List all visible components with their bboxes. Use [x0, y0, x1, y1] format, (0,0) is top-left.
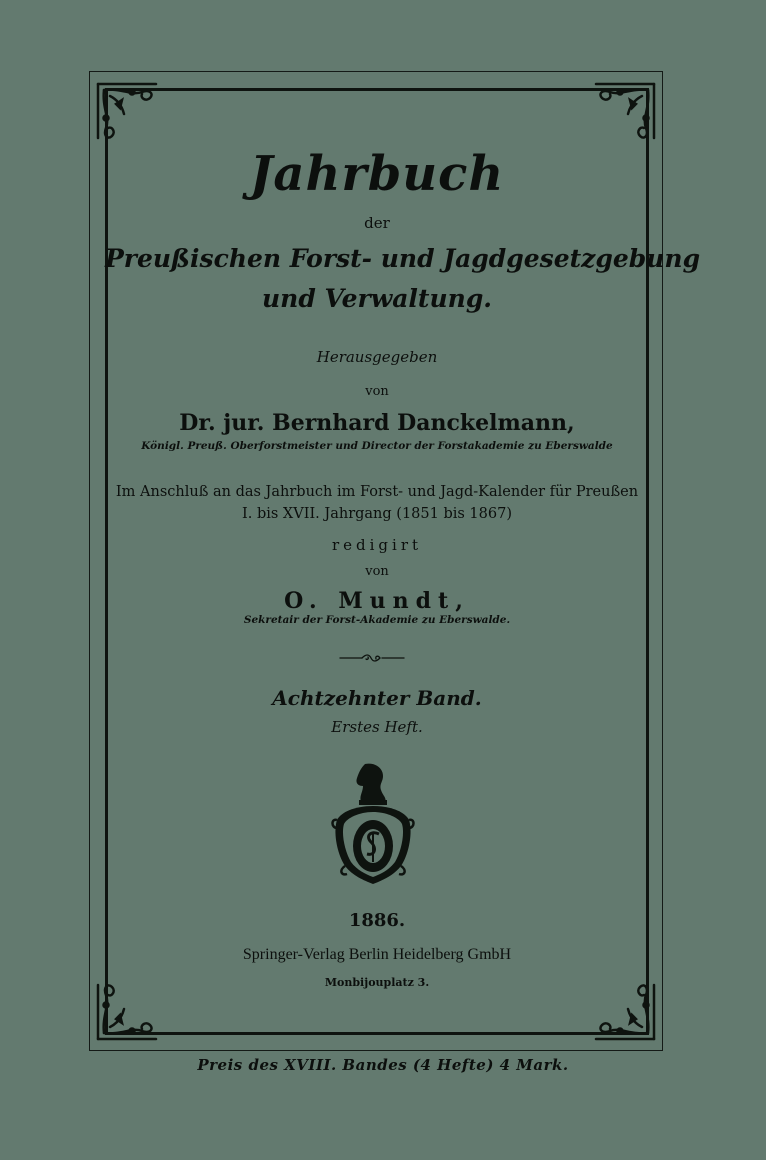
publisher-address: Monbijouplatz 3. — [324, 976, 430, 989]
publisher-name: Springer-Verlag Berlin Heidelberg GmbH — [242, 946, 512, 963]
issue-label: Erstes Heft. — [331, 718, 423, 736]
anschluss-line-2: I. bis XVII. Jahrgang (1851 bis 1867) — [242, 506, 512, 522]
von-label: von — [365, 564, 389, 579]
editor-name: Dr. jur. Bernhard Danckelmann, — [179, 410, 575, 436]
redactor-role: Sekretair der Forst-Akademie zu Eberswalde. — [243, 614, 511, 626]
publication-year: 1886. — [348, 910, 406, 931]
volume-label: Achtzehnter Band. — [272, 686, 482, 710]
von-label: von — [365, 384, 389, 399]
herausgegeben-label: Herausgegeben — [316, 348, 438, 366]
title-connector: der — [364, 214, 390, 232]
book-title: Jahrbuch — [249, 146, 505, 202]
subtitle-line-1: Preußischen Forst- und Jagdgesetzgebung — [105, 244, 701, 273]
corner-flourish-icon — [92, 78, 162, 148]
redactor-name: O. Mundt, — [284, 588, 470, 614]
editor-role: Königl. Preuß. Oberforstmeister und Director der Forstakademie zu Eberswalde — [141, 440, 613, 452]
subtitle-line-2: und Verwaltung. — [261, 284, 493, 313]
springer-knight-logo-icon — [331, 762, 415, 888]
redigirt-label: redigirt — [331, 536, 423, 554]
anschluss-line-1: Im Anschluß an das Jahrbuch im Forst- und Jagd-Kalender für Preußen — [115, 484, 639, 500]
divider-flourish-icon — [338, 648, 406, 658]
price-note: Preis des XVIII. Bandes (4 Hefte) 4 Mark. — [197, 1056, 569, 1074]
corner-flourish-icon — [590, 78, 660, 148]
